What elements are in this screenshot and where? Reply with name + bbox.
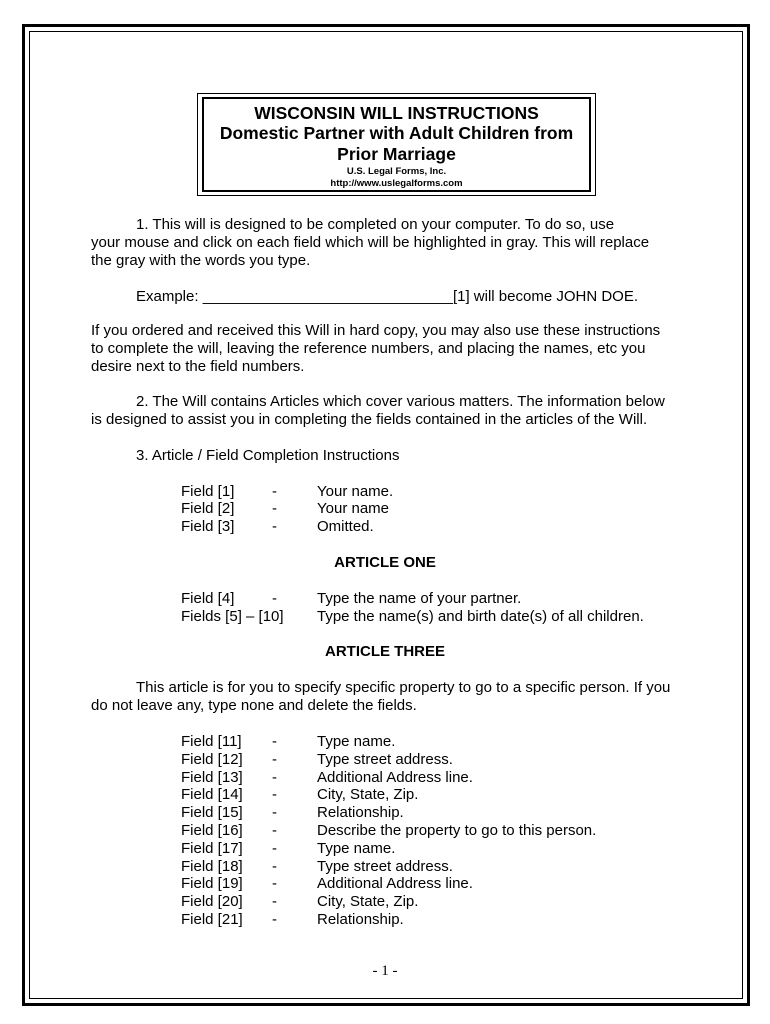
field-dash: - xyxy=(272,500,277,517)
field-dash: - xyxy=(272,518,277,535)
field-description: Relationship. xyxy=(317,911,404,928)
hard-copy-line-1: If you ordered and received this Will in hard copy, you may also use these instructions xyxy=(91,322,661,339)
company-url: http://www.uslegalforms.com xyxy=(330,178,463,189)
field-label: Field [3] xyxy=(181,518,235,535)
field-description: Type name. xyxy=(317,840,396,857)
field-label: Field [13] xyxy=(181,769,243,786)
article-three-intro-line-2: do not leave any, type none and delete the fields. xyxy=(91,697,417,714)
example-line: Example: ______________________________[1] will become JOHN DOE. xyxy=(136,288,639,305)
field-description: Your name xyxy=(317,500,389,517)
article-three-heading: ARTICLE THREE xyxy=(325,643,445,660)
field-description: Type name. xyxy=(317,733,396,750)
field-description: Additional Address line. xyxy=(317,769,473,786)
field-dash: - xyxy=(272,769,277,786)
field-dash: - xyxy=(272,840,277,857)
field-description: Omitted. xyxy=(317,518,374,535)
field-description: Describe the property to go to this person. xyxy=(317,822,597,839)
field-dash: - xyxy=(272,483,277,500)
field-label: Field [2] xyxy=(181,500,235,517)
paragraph-1-line-3: the gray with the words you type. xyxy=(91,252,311,269)
field-description: Additional Address line. xyxy=(317,875,473,892)
field-label: Field [14] xyxy=(181,786,243,803)
field-label: Field [18] xyxy=(181,858,243,875)
document-title: WISCONSIN WILL INSTRUCTIONS xyxy=(254,103,539,123)
hard-copy-line-2: to complete the will, leaving the reference numbers, and placing the names, etc you xyxy=(91,340,646,357)
field-description: City, State, Zip. xyxy=(317,786,419,803)
field-description: Type street address. xyxy=(317,751,453,768)
field-label: Field [17] xyxy=(181,840,243,857)
field-dash: - xyxy=(272,733,277,750)
field-dash: - xyxy=(272,822,277,839)
field-description: Relationship. xyxy=(317,804,404,821)
company-name: U.S. Legal Forms, Inc. xyxy=(346,166,447,177)
field-dash: - xyxy=(272,751,277,768)
field-label: Field [15] xyxy=(181,804,243,821)
paragraph-2-line-2: is designed to assist you in completing the fields contained in the articles of the Will. xyxy=(91,411,648,428)
field-label: Field [11] xyxy=(181,733,242,750)
field-label: Field [4] xyxy=(181,590,235,607)
paragraph-3: 3. Article / Field Completion Instructions xyxy=(136,447,400,464)
paragraph-1-line-2: your mouse and click on each field which will be highlighted in gray. This will replace xyxy=(91,234,650,251)
hard-copy-line-3: desire next to the field numbers. xyxy=(91,358,305,375)
field-label: Field [21] xyxy=(181,911,243,928)
field-label: Field [12] xyxy=(181,751,243,768)
article-three-intro-line-1: This article is for you to specify specific property to go to a specific person. If you xyxy=(136,679,671,696)
field-label: Field [1] xyxy=(181,483,235,500)
page-number: - 1 - xyxy=(372,963,398,979)
field-description: Type street address. xyxy=(317,858,453,875)
field-label: Field [19] xyxy=(181,875,243,892)
field-description: City, State, Zip. xyxy=(317,893,419,910)
field-label: Field [20] xyxy=(181,893,243,910)
field-dash: - xyxy=(272,911,277,928)
article-one-heading: ARTICLE ONE xyxy=(334,554,436,571)
field-label: Fields [5] – [10] xyxy=(181,608,284,625)
field-description: Your name. xyxy=(317,483,394,500)
field-label: Field [16] xyxy=(181,822,243,839)
field-dash: - xyxy=(272,804,277,821)
field-dash: - xyxy=(272,875,277,892)
document-subtitle-line1: Domestic Partner with Adult Children from xyxy=(219,123,574,143)
field-dash: - xyxy=(272,590,277,607)
field-dash: - xyxy=(272,858,277,875)
field-description: Type the name of your partner. xyxy=(317,590,522,607)
title-box xyxy=(202,97,591,192)
field-dash: - xyxy=(272,893,277,910)
paragraph-2-line-1: 2. The Will contains Articles which cover various matters. The information below xyxy=(136,393,665,410)
field-dash: - xyxy=(272,786,277,803)
field-description: Type the name(s) and birth date(s) of all children. xyxy=(317,608,644,625)
document-subtitle-line2: Prior Marriage xyxy=(337,144,456,164)
paragraph-1-line-1: 1. This will is designed to be completed on your computer. To do so, use xyxy=(136,216,615,233)
